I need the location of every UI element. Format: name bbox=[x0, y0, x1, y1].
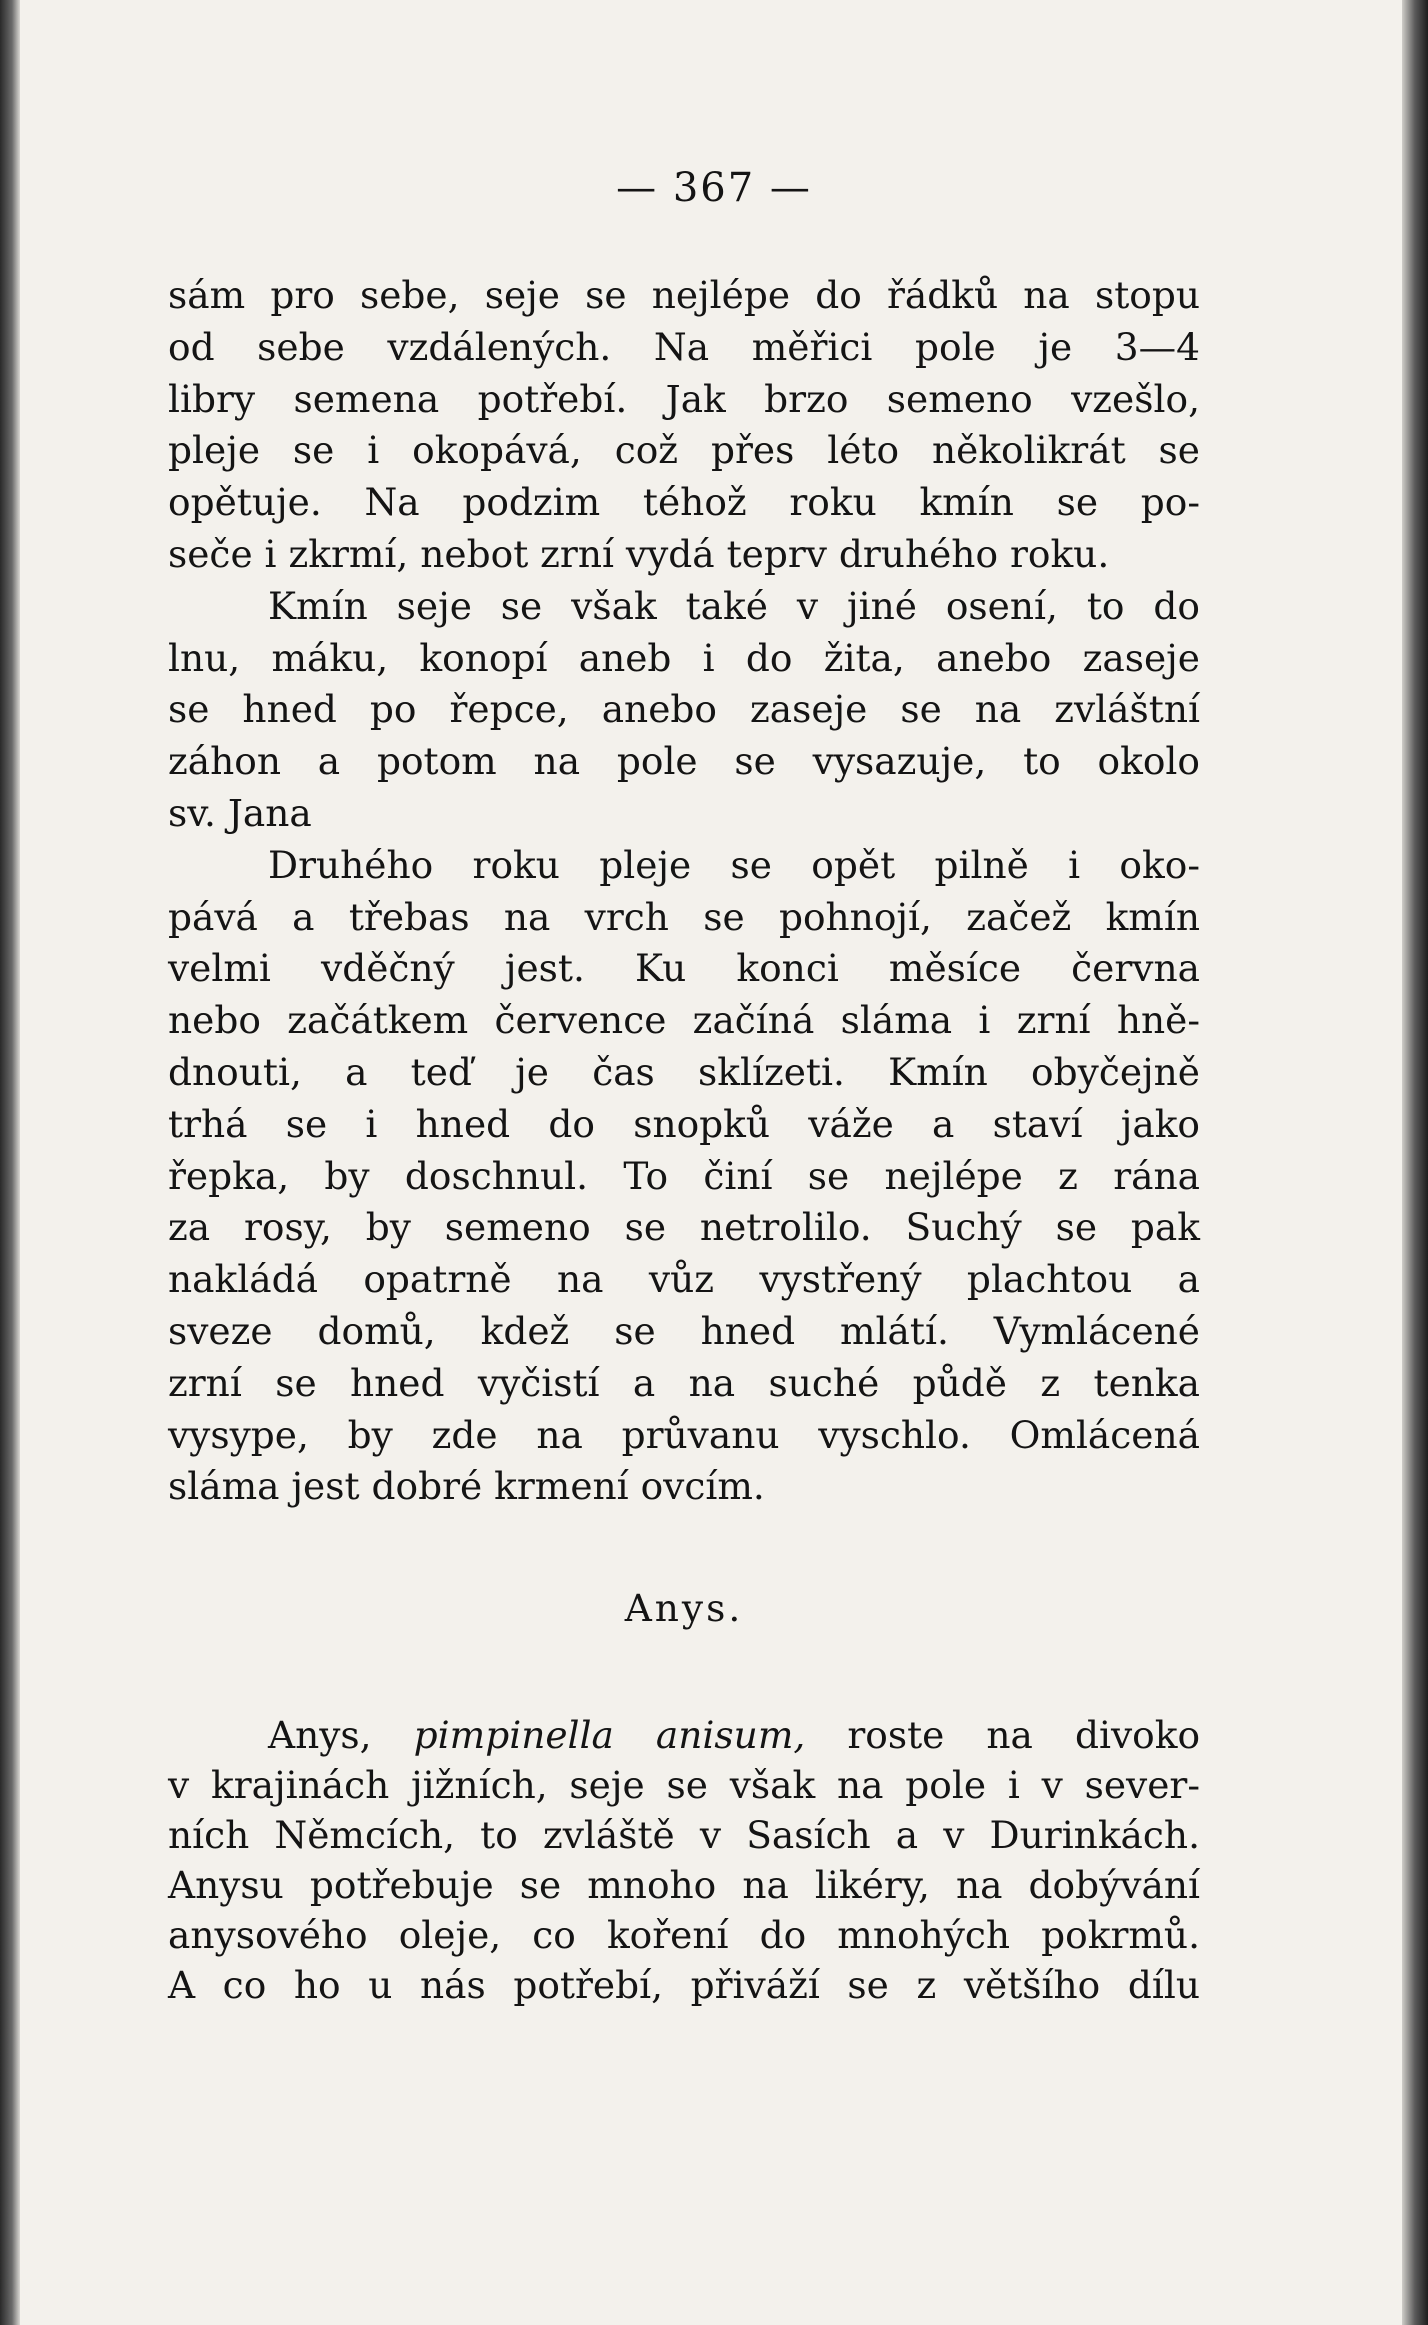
text-line: seče i zkrmí, nebot zrní vydá teprv druhého roku. bbox=[168, 531, 1110, 576]
text-line: zrní se hned vyčistí a na suché půdě z tenka bbox=[168, 1360, 1200, 1405]
text-line: Kmín seje se však také v jiné osení, to do bbox=[268, 583, 1200, 628]
text-line: ních Němcích, to zvláště v Sasích a v Durinkách. bbox=[168, 1813, 1200, 1857]
text-line: řepka, by doschnul. To činí se nejlépe z rána bbox=[168, 1153, 1200, 1198]
text-line: vysype, by zde na průvanu vyschlo. Omlácená bbox=[168, 1412, 1200, 1457]
text-line: sveze domů, kdež se hned mlátí. Vymlácené bbox=[168, 1308, 1200, 1353]
text-line: za rosy, by semeno se netrolilo. Suchý se pak bbox=[168, 1205, 1200, 1250]
text-line: pleje se i okopává, což přes léto několikrát se bbox=[168, 428, 1200, 473]
line-rest: roste na divoko bbox=[847, 1713, 1201, 1757]
section-kmin-text bbox=[168, 270, 1200, 1693]
text-line: pává a třebas na vrch se pohnojí, začež kmín bbox=[168, 894, 1200, 939]
text-line: Druhého roku pleje se opět pilně i oko- bbox=[268, 842, 1200, 887]
text-line: velmi vděčný jest. Ku konci měsíce června bbox=[168, 946, 1200, 991]
text-line: A co ho u nás potřebí, přiváží se z většího dílu bbox=[168, 1963, 1200, 2007]
text-line: dnouti, a teď je čas sklízeti. Kmín obyčejně bbox=[168, 1049, 1200, 1094]
latin-name: pimpinella anisum, bbox=[413, 1713, 806, 1757]
text-line: nebo začátkem července začíná sláma i zrní hně- bbox=[168, 998, 1200, 1043]
text-line: libry semena potřebí. Jak brzo semeno vzešlo, bbox=[168, 376, 1200, 421]
text-line: Anysu potřebuje se mnoho na likéry, na dobývání bbox=[168, 1863, 1200, 1907]
text-line: od sebe vzdálených. Na měřici pole je 3—4 bbox=[168, 324, 1200, 369]
lead-word: Anys, bbox=[268, 1713, 372, 1757]
text-line: nakládá opatrně na vůz vystřený plachtou a bbox=[168, 1257, 1200, 1302]
text-line: se hned po řepce, anebo zaseje se na zvláštní bbox=[168, 687, 1200, 732]
text-line: lnu, máku, konopí aneb i do žita, anebo zaseje bbox=[168, 635, 1200, 680]
text-line: sv. Jana bbox=[168, 790, 312, 835]
page-number: — 367 — bbox=[616, 165, 812, 211]
text-line: sám pro sebe, seje se nejlépe do řádků na stopu bbox=[168, 273, 1200, 317]
page-edge-right bbox=[1402, 0, 1428, 2325]
text-line: trhá se i hned do snopků váže a staví jako bbox=[168, 1101, 1200, 1146]
text-line-first bbox=[168, 1710, 1200, 1760]
text-line: opětuje. Na podzim téhož roku kmín se po- bbox=[168, 480, 1200, 525]
section-heading-anys: Anys. bbox=[624, 1586, 744, 1631]
text-line: v krajinách jižních, seje se však na pole i v sever- bbox=[168, 1763, 1200, 1807]
text-line: anysového oleje, co koření do mnohých pokrmů. bbox=[168, 1913, 1200, 1957]
text-line: sláma jest dobré krmení ovcím. bbox=[168, 1464, 765, 1509]
section-anys-text bbox=[168, 1710, 1200, 2010]
page-gutter-left bbox=[0, 0, 20, 2325]
text-line: záhon a potom na pole se vysazuje, to okolo bbox=[168, 739, 1200, 784]
